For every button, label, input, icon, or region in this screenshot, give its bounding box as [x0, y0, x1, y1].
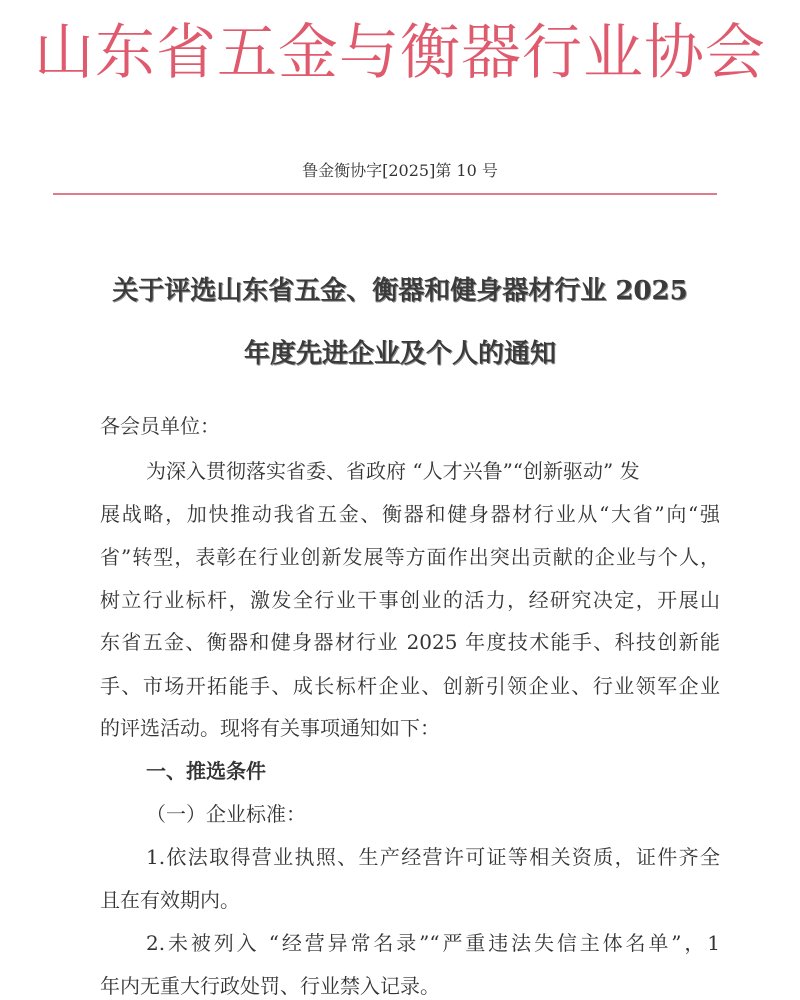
paragraph-line: 为深入贯彻落实省委、省政府 “人才兴鲁”“创新驱动” 发 — [146, 459, 640, 483]
notice-title-line-2: 年度先进企业及个人的通知 — [243, 339, 556, 369]
criteria-item-2: 2.未被列入 “经营异常名录”“严重违法失信主体名单”，1 — [146, 931, 720, 955]
org-name-header: 山东省五金与衡器行业协会 — [34, 18, 766, 88]
criteria-item-2-cont: 年内无重大行政处罚、行业禁入记录。 — [100, 974, 440, 998]
criteria-item-1: 1.依法取得营业执照、生产经营许可证等相关资质，证件齐全 — [146, 845, 720, 869]
subsection-heading: （一）企业标准： — [146, 802, 306, 826]
paragraph-line: 省”转型，表彰在行业创新发展等方面作出突出贡献的企业与个人， — [100, 545, 720, 569]
paragraph-line: 东省五金、衡器和健身器材行业 2025 年度技术能手、科技创新能 — [100, 630, 720, 654]
red-divider — [53, 193, 717, 195]
paragraph-line: 展战略，加快推动我省五金、衡器和健身器材行业从“大省”向“强 — [100, 502, 720, 526]
paragraph-line: 手、市场开拓能手、成长标杆企业、创新引领企业、行业领军企业 — [100, 674, 720, 698]
paragraph-line: 的评选活动。现将有关事项通知如下： — [100, 716, 440, 740]
criteria-item-1-cont: 且在有效期内。 — [100, 888, 240, 912]
salutation: 各会员单位： — [100, 414, 220, 438]
notice-title-line-1: 关于评选山东省五金、衡器和健身器材行业 2025 — [112, 276, 688, 306]
section-heading: 一、推选条件 — [146, 759, 266, 783]
document-number: 鲁金衡协字[2025]第 10 号 — [302, 161, 498, 180]
paragraph-line: 树立行业标杆，激发全行业干事创业的活力，经研究决定，开展山 — [100, 588, 720, 612]
